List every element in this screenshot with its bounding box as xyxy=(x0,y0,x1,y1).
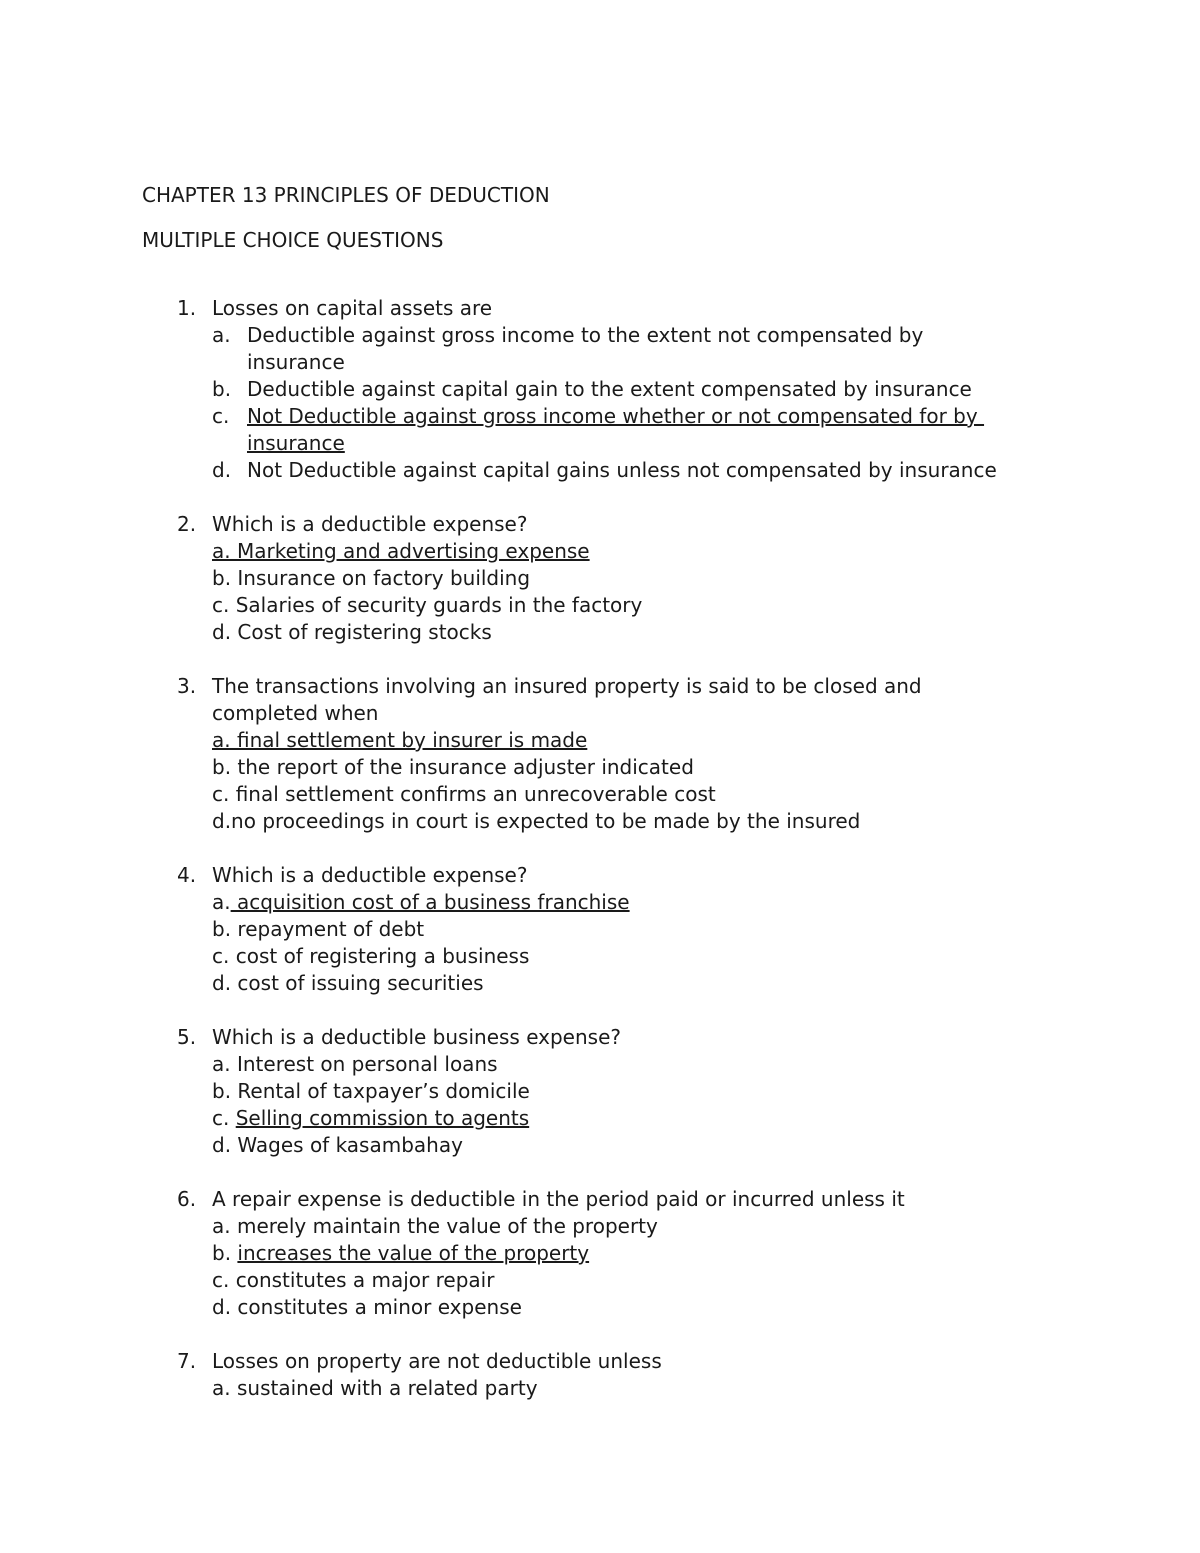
question-2 xyxy=(0,511,1200,646)
question-7 xyxy=(0,1348,1200,1402)
option-c: c. Salaries of security guards in the factory xyxy=(212,593,643,617)
option-d: d. constitutes a minor expense xyxy=(212,1295,522,1319)
option-a xyxy=(0,727,1200,754)
option-c-continuation xyxy=(0,430,1200,457)
question-text: Losses on capital assets are xyxy=(212,296,493,320)
option-b: b. the report of the insurance adjuster indicated xyxy=(212,755,694,779)
question-text-continuation: completed when xyxy=(212,701,379,725)
option-a-continuation xyxy=(0,349,1200,376)
option-b: b. Insurance on factory building xyxy=(212,566,531,590)
option-a xyxy=(0,322,1200,349)
option-d xyxy=(0,457,1200,484)
question-number: 7. xyxy=(177,1349,197,1373)
question-4 xyxy=(0,862,1200,997)
correct-answer: a. final settlement by insurer is made xyxy=(212,728,588,752)
option-letter: c. xyxy=(212,1106,236,1130)
section-title: MULTIPLE CHOICE QUESTIONS xyxy=(142,228,444,252)
option-d: d. Cost of registering stocks xyxy=(212,620,492,644)
question-stem xyxy=(0,862,1200,889)
option-a xyxy=(0,889,1200,916)
option-c xyxy=(0,1105,1200,1132)
question-number: 4. xyxy=(177,863,197,887)
correct-answer: Selling commission to agents xyxy=(235,1106,530,1130)
question-6 xyxy=(0,1186,1200,1321)
question-3 xyxy=(0,673,1200,835)
option-text: Deductible against capital gain to the extent compensated by insurance xyxy=(247,377,972,401)
question-1 xyxy=(0,295,1200,484)
question-list xyxy=(0,295,1200,1429)
option-c xyxy=(0,403,1200,430)
option-text: Not Deductible against capital gains unless not compensated by insurance xyxy=(247,458,997,482)
option-a: a. sustained with a related party xyxy=(212,1376,538,1400)
question-text: Losses on property are not deductible unless xyxy=(212,1349,662,1373)
option-b xyxy=(0,1240,1200,1267)
option-b xyxy=(0,376,1200,403)
question-text: Which is a deductible expense? xyxy=(212,863,528,887)
question-5 xyxy=(0,1024,1200,1159)
option-c: c. cost of registering a business xyxy=(212,944,530,968)
question-number: 5. xyxy=(177,1025,197,1049)
chapter-title: CHAPTER 13 PRINCIPLES OF DEDUCTION xyxy=(142,183,550,207)
option-letter: b. xyxy=(212,1241,238,1265)
question-number: 2. xyxy=(177,512,197,536)
option-letter: a. xyxy=(212,323,231,347)
question-stem xyxy=(0,1348,1200,1375)
question-text: Which is a deductible expense? xyxy=(212,512,528,536)
option-text: Deductible against gross income to the extent not compensated by xyxy=(247,323,924,347)
option-c: c. final settlement confirms an unrecoverable cost xyxy=(212,782,716,806)
option-a xyxy=(0,538,1200,565)
correct-answer: insurance xyxy=(247,431,345,455)
option-b: b. repayment of debt xyxy=(212,917,425,941)
question-stem xyxy=(0,511,1200,538)
option-letter: d. xyxy=(212,458,232,482)
option-letter: c. xyxy=(212,404,230,428)
correct-answer: increases the value of the property xyxy=(237,1241,590,1265)
question-number: 3. xyxy=(177,674,197,698)
correct-answer: a. Marketing and advertising expense xyxy=(212,539,590,563)
option-letter: a. xyxy=(212,890,231,914)
question-text: Which is a deductible business expense? xyxy=(212,1025,621,1049)
option-b: b. Rental of taxpayer’s domicile xyxy=(212,1079,530,1103)
question-stem xyxy=(0,1024,1200,1051)
option-d: d. Wages of kasambahay xyxy=(212,1133,463,1157)
question-stem xyxy=(0,295,1200,322)
question-text: A repair expense is deductible in the period paid or incurred unless it xyxy=(212,1187,905,1211)
option-c: c. constitutes a major repair xyxy=(212,1268,495,1292)
option-letter: b. xyxy=(212,377,232,401)
correct-answer: Not Deductible against gross income whether or not compensated for by xyxy=(247,404,985,428)
option-a: a. Interest on personal loans xyxy=(212,1052,498,1076)
option-d: d. cost of issuing securities xyxy=(212,971,484,995)
question-stem xyxy=(0,673,1200,700)
question-text: The transactions involving an insured property is said to be closed and xyxy=(212,674,922,698)
option-d: d.no proceedings in court is expected to be made by the insured xyxy=(212,809,861,833)
option-a: a. merely maintain the value of the property xyxy=(212,1214,658,1238)
option-text: insurance xyxy=(247,350,345,374)
question-number: 1. xyxy=(177,296,197,320)
correct-answer: acquisition cost of a business franchise xyxy=(230,890,630,914)
question-number: 6. xyxy=(177,1187,197,1211)
question-stem xyxy=(0,1186,1200,1213)
